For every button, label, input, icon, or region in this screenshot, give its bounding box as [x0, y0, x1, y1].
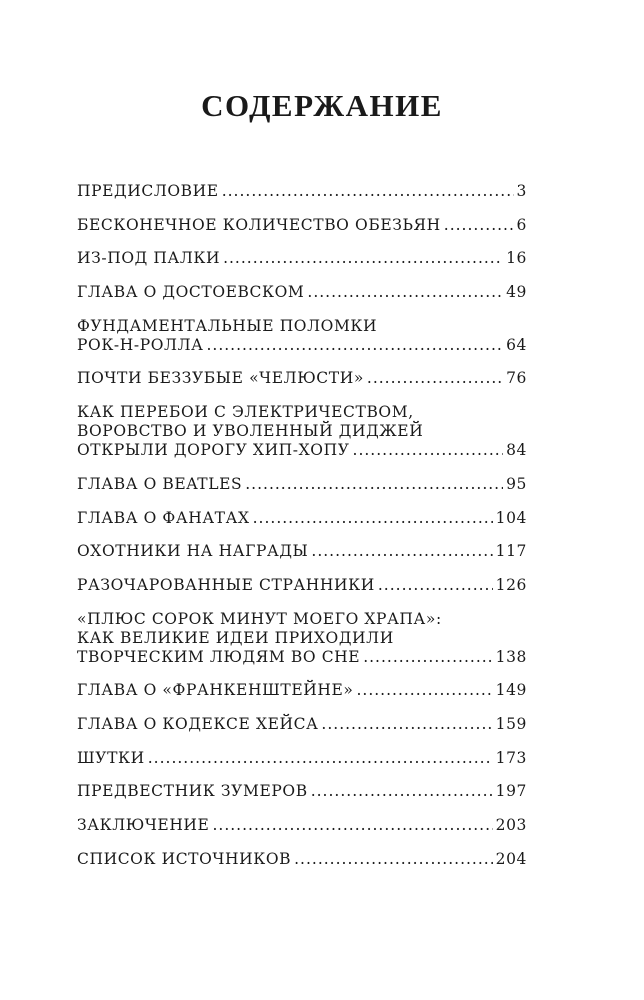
toc-entry-title-line: ТВОРЧЕСКИМ ЛЮДЯМ ВО СНЕ: [77, 647, 361, 666]
dot-leader: [367, 369, 503, 388]
dot-leader: [212, 816, 492, 835]
toc-entry-row: [77, 475, 527, 494]
toc-entry-page-number: 64: [506, 335, 527, 354]
dot-leader: [223, 249, 503, 268]
toc-entry[interactable]: [77, 749, 527, 768]
dot-leader: [206, 336, 503, 355]
toc-entry[interactable]: [77, 369, 527, 388]
toc-entry[interactable]: [77, 576, 527, 595]
toc-entry-page-number: 84: [506, 441, 527, 460]
toc-entry-row: [77, 648, 527, 667]
toc-entry-page-number: 204: [495, 849, 527, 868]
toc-entry-row: [77, 576, 527, 595]
dot-leader: [294, 850, 492, 869]
toc-entry-title-line: ЗАКЛЮЧЕНИЕ: [77, 816, 210, 834]
toc-entry[interactable]: [77, 681, 527, 700]
toc-entry-title-line: ВОРОВСТВО И УВОЛЕННЫЙ ДИДЖЕЙ: [77, 422, 424, 441]
toc-entry-row: [77, 749, 527, 768]
toc-entry-page-number: 117: [495, 542, 527, 561]
toc-entry-title-line: РАЗОЧАРОВАННЫЕ СТРАННИКИ: [77, 575, 375, 594]
toc-entry-title-line: ГЛАВА О BEATLES: [77, 474, 243, 493]
toc-entry-title-line: КАК ПЕРЕБОИ С ЭЛЕКТРИЧЕСТВОМ,: [77, 403, 414, 422]
toc-entry-title-line: ГЛАВА О ФАНАТАХ: [77, 508, 250, 527]
toc-entry-row: [77, 715, 527, 734]
toc-entry-row: [77, 816, 527, 835]
toc-entry[interactable]: [77, 715, 527, 734]
toc-entry-page-number: 3: [516, 182, 527, 200]
toc-entry-title-line: ГЛАВА О ДОСТОЕВСКОМ: [77, 283, 305, 302]
toc-entry-page-number: 16: [506, 249, 527, 268]
toc-entry-row: [77, 850, 527, 869]
dot-leader: [311, 782, 493, 801]
toc-entry-page-number: 49: [506, 283, 527, 302]
toc-entry[interactable]: [77, 610, 527, 667]
toc-entry-title-line: СПИСОК ИСТОЧНИКОВ: [77, 849, 292, 868]
toc-entry[interactable]: [77, 317, 527, 355]
toc-entry-page-number: 126: [495, 575, 527, 594]
toc-entry-title-line: ОТКРЫЛИ ДОРОГУ ХИП-ХОПУ: [77, 441, 350, 460]
dot-leader: [321, 715, 492, 734]
toc-entry-title-line: КАК ВЕЛИКИЕ ИДЕИ ПРИХОДИЛИ: [77, 628, 394, 647]
toc-entry-title-line: «ПЛЮС СОРОК МИНУТ МОЕГО ХРАПА»:: [77, 609, 442, 628]
toc-entry-row: [77, 681, 527, 700]
toc-entry[interactable]: [77, 509, 527, 528]
toc-entry-row: [77, 441, 527, 460]
dot-leader: [253, 509, 493, 528]
dot-leader: [444, 216, 514, 235]
toc-entry-row: [77, 249, 527, 268]
dot-leader: [307, 283, 503, 302]
toc-entry[interactable]: [77, 475, 527, 494]
toc-entry[interactable]: [77, 249, 527, 268]
dot-leader: [245, 475, 503, 494]
toc-entry[interactable]: [77, 182, 527, 201]
dot-leader: [148, 749, 493, 768]
toc-entry-row: [77, 283, 527, 302]
toc-entry-row: [77, 509, 527, 528]
page-title: СОДЕРЖАНИЕ: [201, 88, 443, 123]
dot-leader: [378, 576, 493, 595]
toc-entry-title-line: РОК-Н-РОЛЛА: [77, 335, 204, 354]
toc-entry-row: [77, 782, 527, 801]
toc-entry-title-line: БЕСКОНЕЧНОЕ КОЛИЧЕСТВО ОБЕЗЬЯН: [77, 215, 441, 234]
toc-entry-page-number: 95: [506, 474, 527, 493]
toc-entry-title-line: ИЗ-ПОД ПАЛКИ: [77, 249, 221, 268]
toc-entry-row: [77, 369, 527, 388]
toc-entry-title-line: ПРЕДВЕСТНИК ЗУМЕРОВ: [77, 782, 308, 801]
toc-entry-page-number: 138: [495, 647, 527, 666]
table-of-contents: [77, 182, 527, 883]
toc-entry-title-line: ШУТКИ: [77, 748, 145, 767]
toc-entry-title-line: ГЛАВА О «ФРАНКЕНШТЕЙНЕ»: [77, 681, 354, 700]
toc-entry-page-number: 76: [506, 369, 527, 388]
toc-entry-row: [77, 216, 527, 235]
dot-leader: [222, 182, 514, 201]
toc-entry-page-number: 159: [495, 714, 527, 733]
toc-entry[interactable]: [77, 816, 527, 835]
toc-entry-page-number: 104: [495, 508, 527, 527]
toc-entry-row: [77, 336, 527, 355]
toc-entry-title-line: ОХОТНИКИ НА НАГРАДЫ: [77, 542, 309, 561]
toc-entry-title-line: ФУНДАМЕНТАЛЬНЫЕ ПОЛОМКИ: [77, 316, 378, 335]
toc-entry[interactable]: [77, 403, 527, 460]
dot-leader: [356, 681, 492, 700]
toc-entry-page-number: 149: [495, 681, 527, 700]
toc-entry-row: [77, 542, 527, 561]
toc-entry[interactable]: [77, 283, 527, 302]
toc-entry-page-number: 6: [516, 215, 527, 234]
toc-entry-title-line: ПОЧТИ БЕЗЗУБЫЕ «ЧЕЛЮСТИ»: [77, 369, 364, 388]
toc-entry[interactable]: [77, 216, 527, 235]
toc-entry-page-number: 203: [495, 816, 527, 834]
toc-entry-title-line: ГЛАВА О КОДЕКСЕ ХЕЙСА: [77, 714, 319, 733]
toc-entry-title-line: ПРЕДИСЛОВИЕ: [77, 182, 219, 200]
toc-entry[interactable]: [77, 542, 527, 561]
toc-entry-page-number: 197: [495, 782, 527, 801]
toc-entry-row: [77, 182, 527, 201]
dot-leader: [311, 542, 492, 561]
dot-leader: [353, 441, 504, 460]
toc-entry-page-number: 173: [495, 748, 527, 767]
dot-leader: [363, 648, 492, 667]
toc-entry[interactable]: [77, 782, 527, 801]
toc-entry[interactable]: [77, 850, 527, 869]
